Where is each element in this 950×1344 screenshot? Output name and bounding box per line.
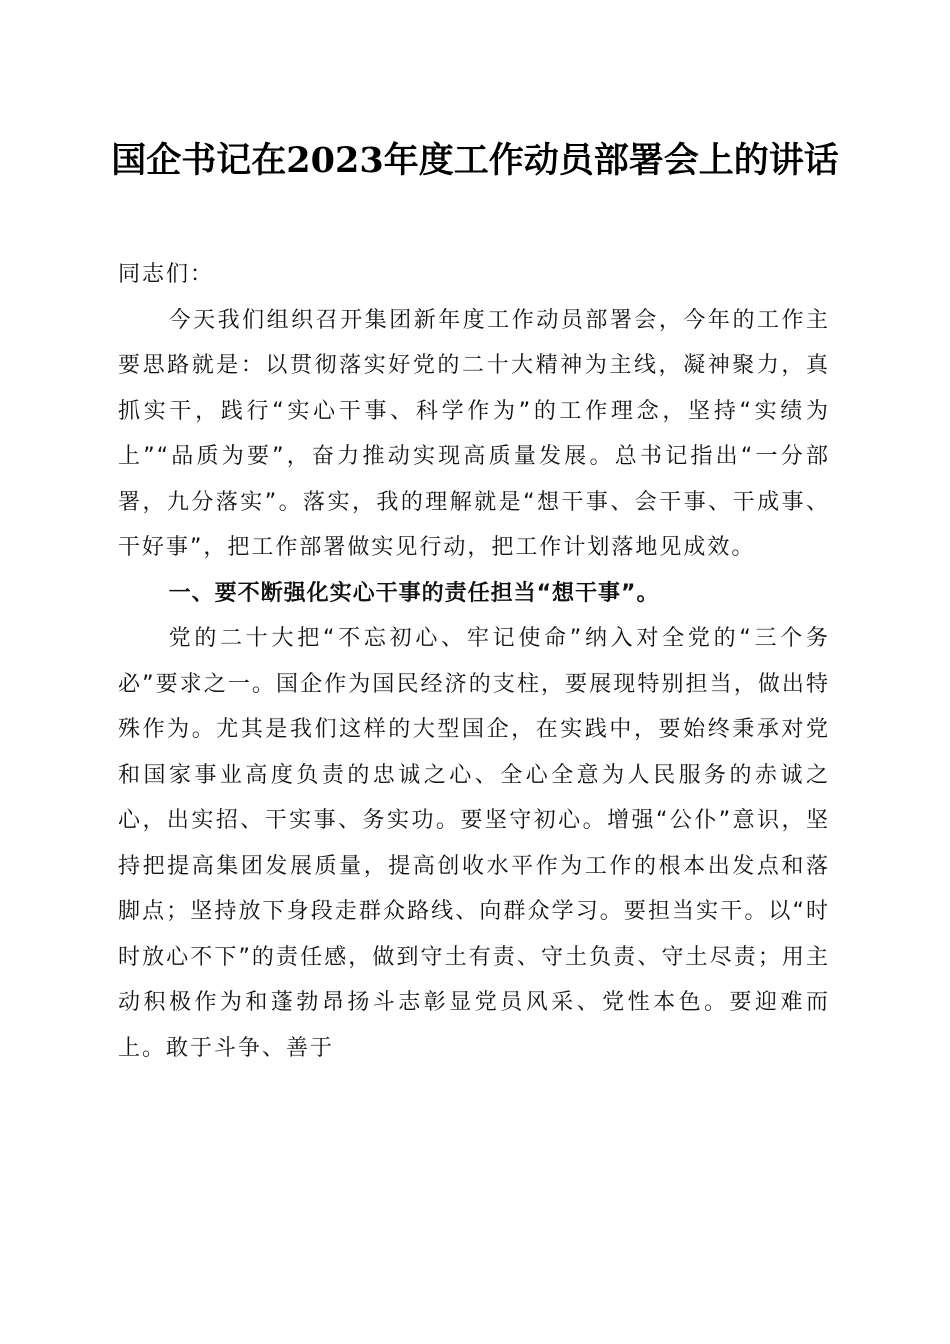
salutation: 同志们： [118,262,215,287]
paragraph-intro: 今天我们组织召开集团新年度工作动员部署会，今年的工作主要思路就是：以贯彻落实好党的二十大精神为主线，凝神聚力，真抓实干，践行“实心干事、科学作为”的工作理念，坚持“实绩为上”“品质为要”，奋力推动实现高质量发展。总书记指出“一分部署，九分落实”。落实，我的理解就是“想干事、会干事、干成事、干好事”，把工作部署做实见行动，把工作计划落地见成效。 [118,307,830,560]
paragraph-section-1: 党的二十大把“不忘初心、牢记使命”纳入对全党的“三个务必”要求之一。国企作为国民经济的支柱，要展现特别担当，做出特殊作为。尤其是我们这样的大型国企，在实践中，要始终秉承对党和国家事业高度负责的忠诚之心、全心全意为人民服务的赤诚之心，出实招、干实事、务实功。要坚守初心。增强“公仆”意识，坚持把提高集团发展质量，提高创收水平作为工作的根本出发点和落脚点；坚持放下身段走群众路线、向群众学习。要担当实干。以“时时放心不下”的责任感，做到守土有责、守土负责、守土尽责；用主动积极作为和蓬勃昂扬斗志彰显党员风采、党性本色。要迎难而上。敢于斗争、善于 [118,626,830,1061]
document-title: 国企书记在2023年度工作动员部署会上的讲话 [111,140,839,181]
document-body [118,252,830,1071]
section-heading-1: 一、要不断强化实心干事的责任担当“想干事”。 [168,580,660,606]
